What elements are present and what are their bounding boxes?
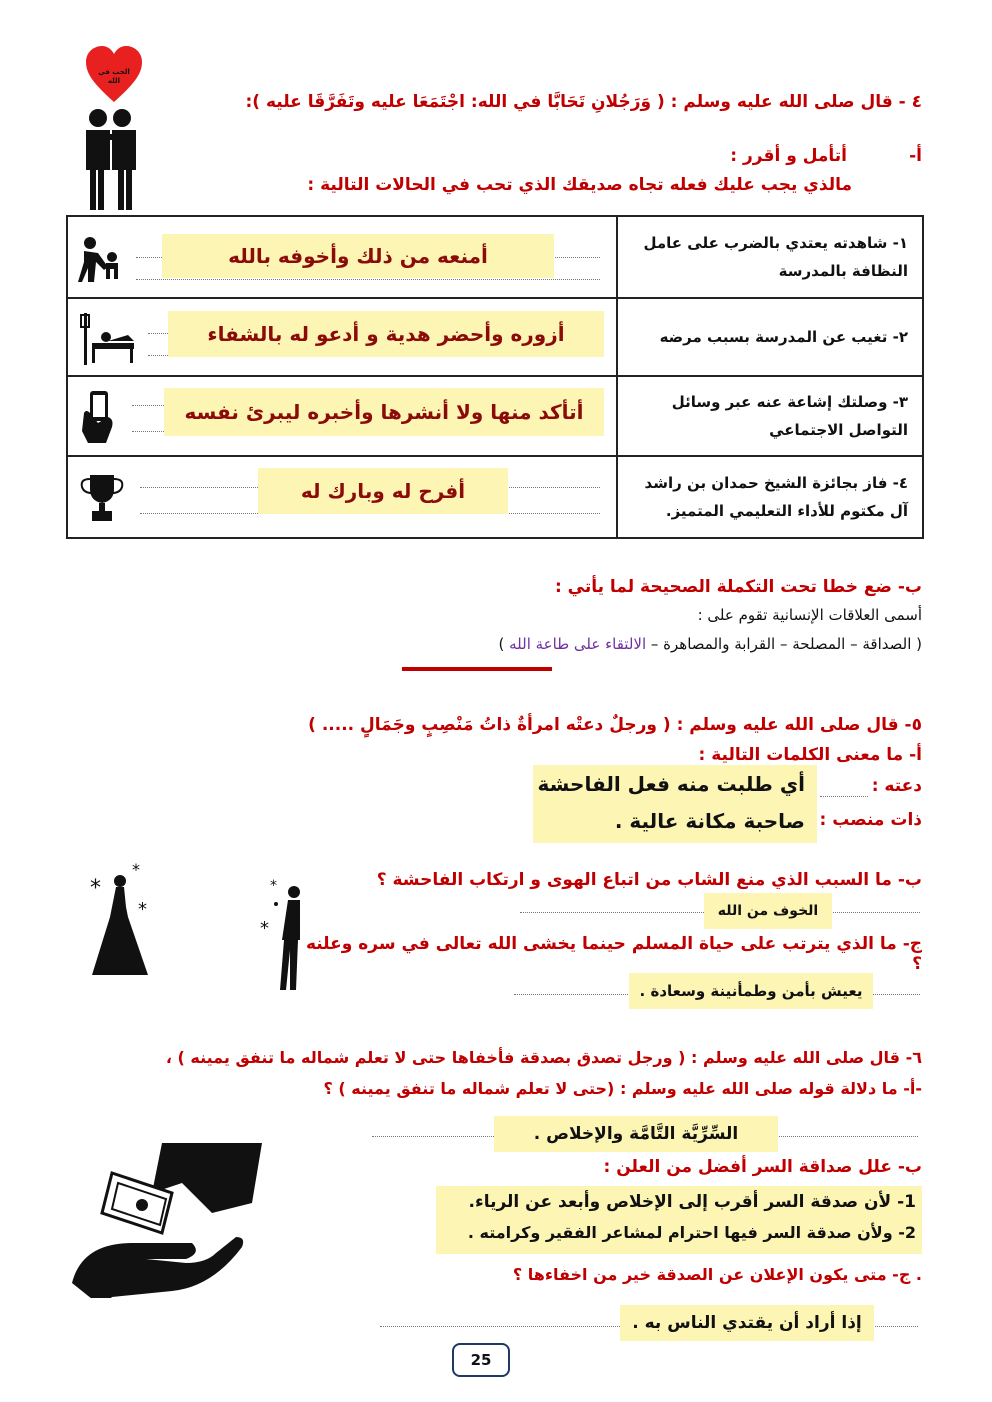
svg-text:*: * (90, 876, 101, 901)
situation-cell (617, 216, 923, 298)
answer-cell (67, 298, 617, 376)
answer-cell (67, 216, 617, 298)
charity-hands-icon (72, 1143, 262, 1298)
q6-a-answer: السِّرِّيَّة التَّامَّة والإخلاص . (494, 1116, 778, 1152)
q5-c-question: ج- ما الذي يترتب على حياة المسلم حينما يخشى الله تعالى في سره وعلنه ؟ (305, 934, 922, 974)
case-2-answer: أزوره وأحضر هدية و أدعو له بالشفاء (168, 311, 604, 357)
cases-table (66, 215, 924, 539)
q5-word2: ذات منصب : (819, 810, 922, 830)
q5-c-answer: يعيش بأمن وطمأنينة وسعادة . (629, 973, 873, 1009)
situation-cell (617, 456, 923, 538)
answer-cell (67, 376, 617, 456)
svg-text:*: * (260, 918, 269, 939)
table-row (67, 456, 923, 538)
q6-b-question: ب- علل صداقة السر أفضل من العلن : (603, 1157, 922, 1177)
answer-cell (67, 456, 617, 538)
case-3-situation: ٣- وصلتك إشاعة عنه عبر وسائل التواصل الاجتماعي (671, 393, 908, 439)
q6-b-answers (436, 1186, 922, 1254)
case-4-situation: ٤- فاز بجائزة الشيخ حمدان بن راشد آل مكتوم للأداء التعليمي المتميز. (644, 474, 908, 520)
situation-cell (617, 376, 923, 456)
q4-a-title: أتأمل و أقرر : (730, 146, 847, 166)
q6-c-question: . ج- متى يكون الإعلان عن الصدقة خير من اخفاءها ؟ (512, 1265, 922, 1284)
table-row (67, 376, 923, 456)
q4-b-heading: ب- ضع خطا تحت التكملة الصحيحة لما يأتي : (554, 577, 922, 597)
word1-meaning: أي طلبت منه فعل الفاحشة (537, 772, 805, 796)
q5-b-answer: الخوف من الله (704, 893, 832, 929)
table-row (67, 216, 923, 298)
svg-text:*: * (270, 878, 277, 894)
q4-a-label: أ- (909, 146, 922, 166)
situation-cell (617, 298, 923, 376)
man-silhouette-icon (258, 870, 304, 994)
trophy-icon (78, 471, 126, 525)
q5-word1: دعته : (871, 776, 922, 796)
options-suffix: ) (498, 635, 510, 653)
q6-a-question: -أ- ما دلالة قوله صلى الله عليه وسلم : (حتى لا تعلم شماله ما تنفق يمينه ) ؟ (323, 1079, 922, 1098)
q4-a-question: مالذي يجب عليك فعله تجاه صديقك الذي تحب في الحالات التالية : (307, 175, 852, 195)
svg-text:*: * (132, 860, 140, 879)
heart-label: الحب في الله (98, 68, 130, 85)
q5-meanings (533, 765, 817, 843)
q5-a-line: أ- ما معنى الكلمات التالية : (698, 745, 922, 765)
friends-icon (80, 106, 142, 212)
q4-b-options (302, 635, 922, 653)
case-3-answer: أتأكد منها ولا أنشرها وأخبره ليبرئ نفسه (164, 388, 604, 436)
case-1-situation: ١- شاهدته يعتدي بالضرب على عامل النظافة بالمدرسة (643, 234, 908, 280)
q6-b-answer-2: 2- ولأن صدقة السر فيها احترام لمشاعر الفقير وكرامته . (467, 1223, 916, 1242)
page-number: 25 (452, 1343, 510, 1377)
table-row (67, 298, 923, 376)
q6-c-answer: إذا أراد أن يقتدي الناس به . (620, 1305, 874, 1341)
case-1-answer: أمنعه من ذلك وأخوفه بالله (162, 234, 554, 278)
fight-icon (78, 235, 122, 283)
q4-heading: ٤ - قال صلى الله عليه وسلم : ( وَرَجُلانِ تَحَابَّا في الله: اجْتَمَعَا عليه وتَفَرَّقَا عليه ): (245, 92, 922, 112)
q6-heading: ٦- قال صلى الله عليه وسلم : ( ورجل تصدق بصدقة فأخفاها حتى لا تعلم شماله ما تنفق يمينه ) ، (165, 1048, 922, 1067)
hospital-bed-icon (78, 311, 138, 367)
case-4-answer: أفرح له وبارك له (258, 468, 508, 514)
word2-meaning: صاحبة مكانة عالية . (614, 809, 805, 833)
case-2-situation: ٢- تغيب عن المدرسة بسبب مرضه (659, 328, 908, 346)
q4-b-statement: أسمى العلاقات الإنسانية تقوم على : (697, 606, 922, 624)
options-prefix: ( الصداقة – المصلحة – القرابة والمصاهرة – (646, 635, 922, 653)
q5-heading: ٥- قال صلى الله عليه وسلم : ( ورجلٌ دعتْه امرأةٌ ذاتُ مَنْصِبٍ وجَمَالٍ ..... ) (308, 715, 922, 735)
correct-option: الالتقاء على طاعة الله (509, 635, 647, 653)
phone-hand-icon (80, 389, 116, 445)
q6-b-answer-1: 1- لأن صدقة السر أقرب إلى الإخلاص وأبعد عن الرياء. (468, 1192, 916, 1212)
svg-text:*: * (138, 899, 147, 920)
woman-silhouette-icon (72, 855, 160, 985)
q5-b-question: ب- ما السبب الذي منع الشاب من اتباع الهوى و ارتكاب الفاحشة ؟ (376, 870, 922, 890)
correct-option-underline (402, 667, 552, 671)
